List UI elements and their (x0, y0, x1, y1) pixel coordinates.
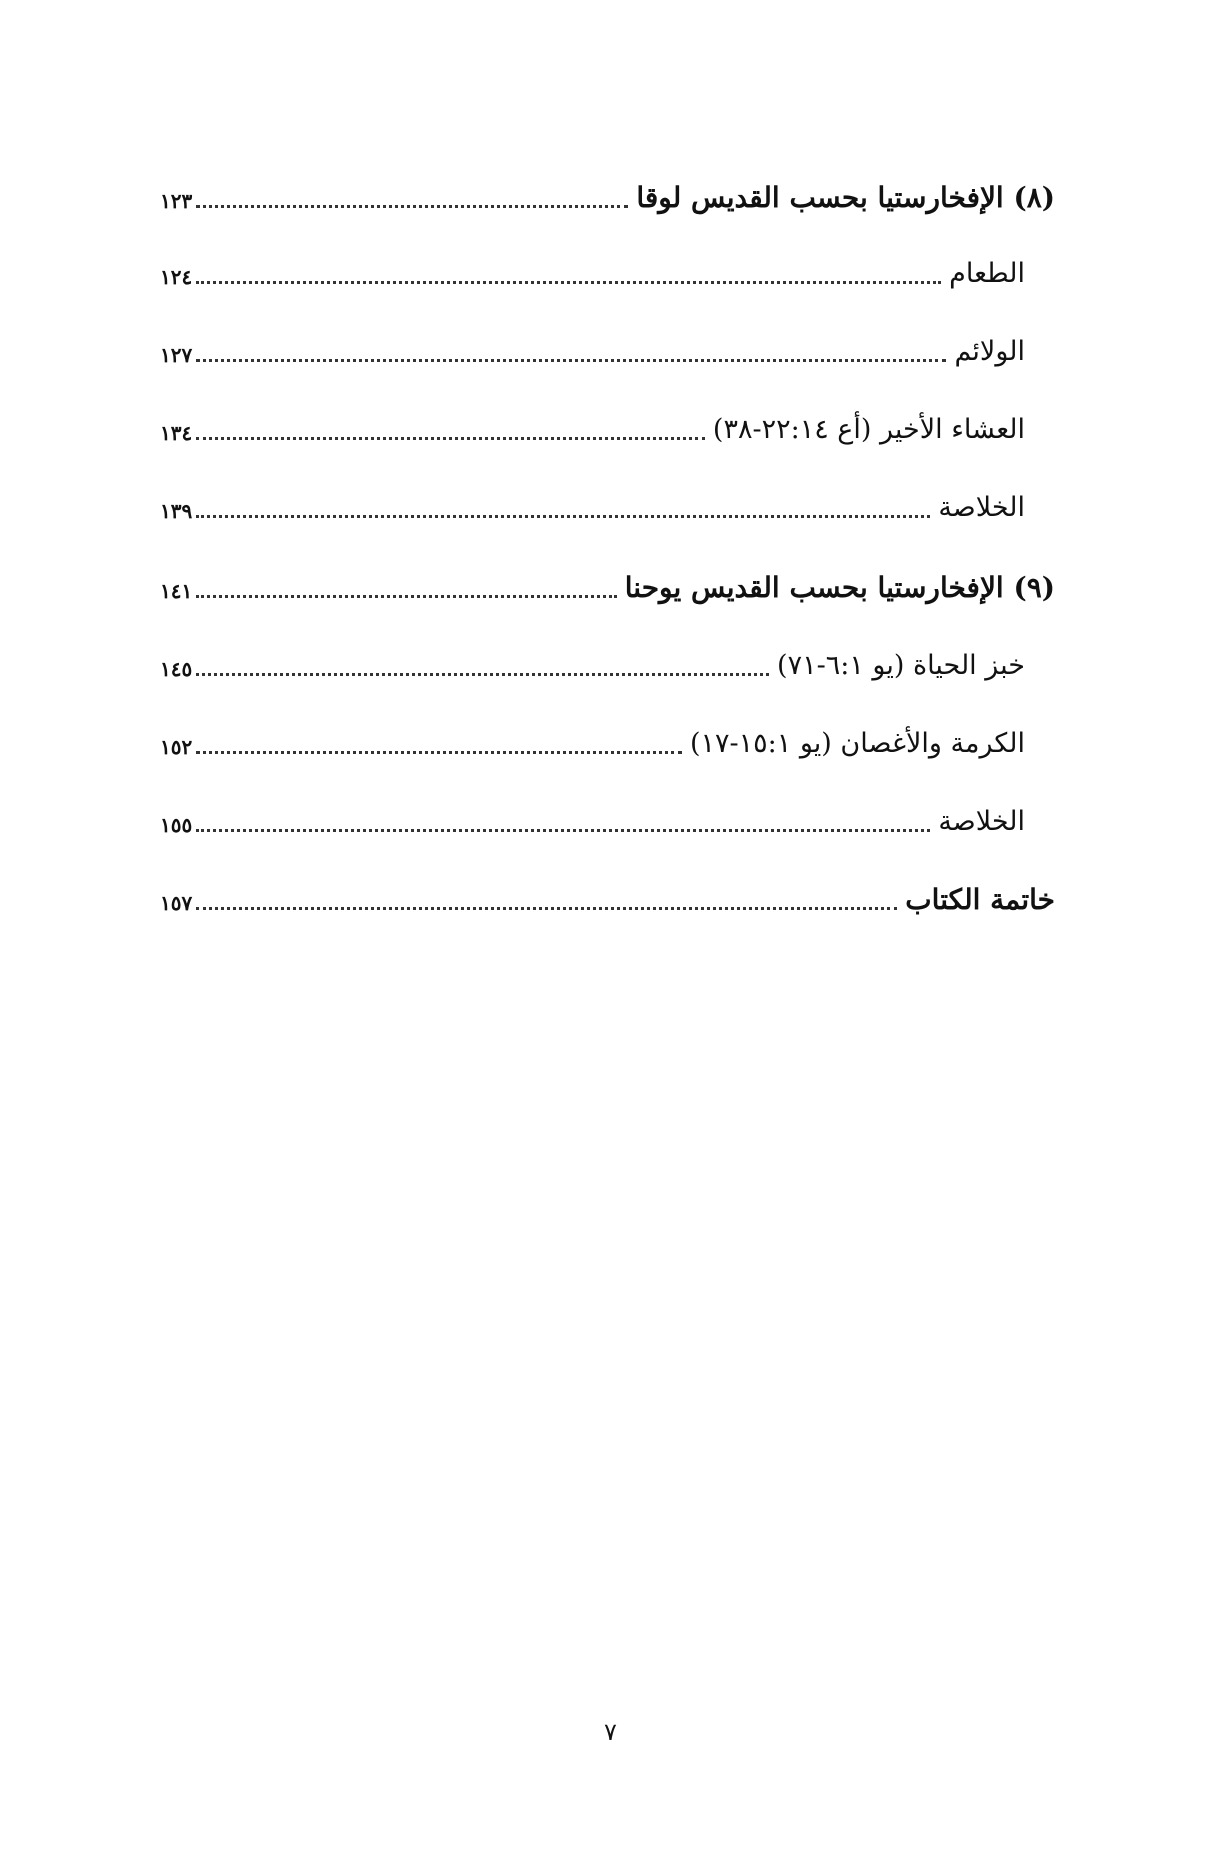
toc-leader-dots (196, 671, 769, 676)
toc-entry-john-eucharist (160, 552, 1055, 608)
toc-entry-last-supper (160, 394, 1025, 450)
toc-leader-dots (196, 827, 930, 832)
toc-entry-page: ١٥٧ (160, 891, 193, 915)
toc-entry-title: الطعام (949, 258, 1025, 289)
toc-entry-vine-and-branches (160, 708, 1025, 764)
toc-leader-dots (196, 749, 682, 754)
toc-entry-banquets (160, 316, 1025, 372)
toc-entry-title: (٩) الإفخارستيا بحسب القديس يوحنا (624, 571, 1055, 604)
toc-leader-dots (196, 279, 941, 284)
toc-leader-dots (196, 905, 897, 910)
toc-leader-dots (196, 435, 705, 440)
toc-entry-title: خبز الحياة (يو ٦:١-٧١) (777, 650, 1025, 681)
toc-entry-luke-eucharist (160, 162, 1055, 218)
toc-entry-page: ١٥٥ (160, 813, 193, 837)
toc-leader-dots (196, 357, 946, 362)
toc-entry-bread-of-life (160, 630, 1025, 686)
toc-entry-title: الولائم (954, 336, 1025, 367)
toc-entry-page: ١٢٧ (160, 343, 193, 367)
toc-entry-page: ١٥٢ (160, 735, 193, 759)
toc-entry-summary-luke (160, 472, 1025, 528)
toc-entry-title: الخلاصة (938, 492, 1025, 523)
toc-entry-page: ١٢٣ (160, 189, 193, 213)
page-number: ٧ (604, 1718, 617, 1746)
toc-entry-page: ١٣٩ (160, 499, 193, 523)
toc-entry-title: خاتمة الكتاب (905, 883, 1055, 916)
toc-leader-dots (196, 513, 930, 518)
toc-entry-page: ١٤٥ (160, 657, 193, 681)
toc-entry-title: الخلاصة (938, 806, 1025, 837)
toc-entry-page: ١٣٤ (160, 421, 193, 445)
toc-leader-dots (196, 593, 617, 598)
toc-entry-title: العشاء الأخير (أع ٢٢:١٤-٣٨) (712, 414, 1025, 445)
toc-entry-summary-john (160, 786, 1025, 842)
toc-entry-page: ١٤١ (160, 579, 193, 603)
toc-entry-title: الكرمة والأغصان (يو ١٥:١-١٧) (689, 728, 1025, 759)
toc-entry-food (160, 238, 1025, 294)
toc-entry-title: (٨) الإفخارستيا بحسب القديس لوقا (636, 181, 1055, 214)
toc-leader-dots (196, 203, 628, 208)
toc-entry-book-conclusion (160, 864, 1055, 920)
toc-entry-page: ١٢٤ (160, 265, 193, 289)
